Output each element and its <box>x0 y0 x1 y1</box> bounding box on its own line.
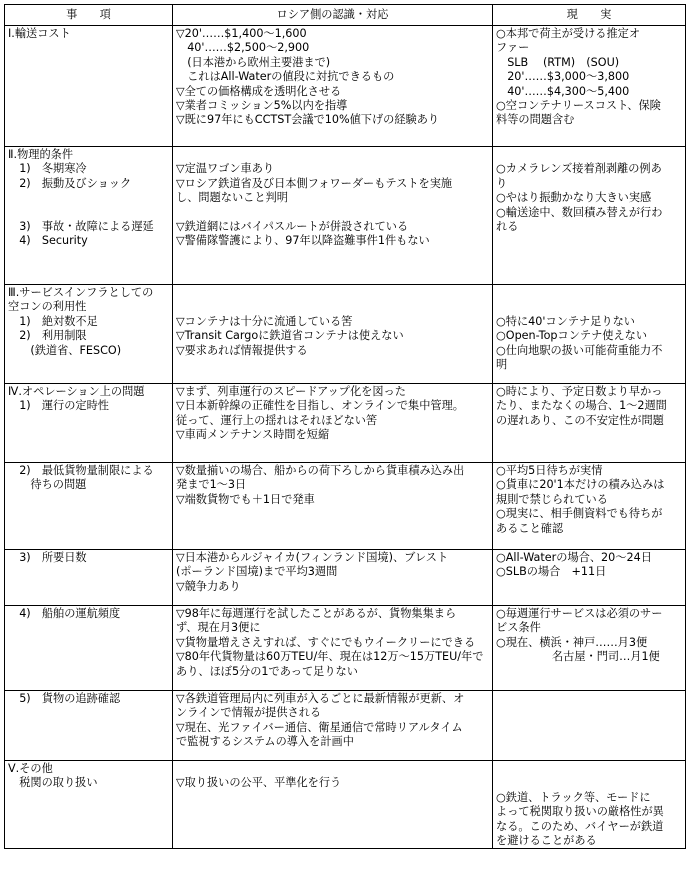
text-line: ▽取り扱いの公平、平準化を行う <box>176 776 342 790</box>
issue-cell <box>5 384 173 463</box>
text-line: ▽各鉄道管理局内に列車が入るごとに最新情報が更新、オ <box>176 692 465 705</box>
text-line: ▽コンテナは十分に流通している筈 <box>176 314 353 328</box>
russia-view-cell <box>173 550 493 606</box>
russia-view-cell <box>173 463 493 550</box>
text-line: の遅れあり、この不安定性が問題 <box>496 413 664 427</box>
text-line: で監視するシステムの導入を計画中 <box>176 735 354 749</box>
text-line: ○特に40'コンテナ足りない <box>496 314 635 328</box>
text-line: ○時により、予定日数より早かっ <box>496 385 663 398</box>
table-body <box>5 26 686 849</box>
russia-view-cell <box>173 691 493 761</box>
text-line: ▽警備隊警護により、97年以降盗難事件1件もない <box>176 234 430 248</box>
blank-line <box>176 286 489 300</box>
reality-cell <box>493 550 686 606</box>
text-line: ▽全ての価格構成を透明化させる <box>176 84 342 98</box>
issue-cell <box>5 463 173 550</box>
text-line: 2) 最低貨物量制限による <box>8 464 154 477</box>
text-line: ▽日本新幹線の正確性を目指し、オンラインで集中管理。 <box>176 399 464 413</box>
text-line: ○平均5日待ちが実情 <box>496 464 603 477</box>
text-line: ▽80年代貨物量は60万TEU/年、現在は12万～15万TEU/年で <box>176 650 484 664</box>
russia-view-cell <box>173 26 493 147</box>
russia-view-cell <box>173 606 493 691</box>
table-row <box>5 147 686 285</box>
russia-view-cell <box>173 761 493 849</box>
text-line: れる <box>496 220 519 234</box>
issue-cell <box>5 550 173 606</box>
text-line: ○鉄道、トラック等、モードに <box>496 790 651 804</box>
table-row <box>5 550 686 606</box>
text-line: 1) 運行の定時性 <box>8 399 109 413</box>
reality-cell <box>493 147 686 285</box>
text-line: ○本邦で荷主が受ける推定オ <box>496 27 641 40</box>
text-line: ▽ロシア鉄道省及び日本側フォワーダーもテストを実施 <box>176 176 453 190</box>
header-russia-view: ロシア側の認識・対応 <box>173 5 493 26</box>
issue-cell <box>5 147 173 285</box>
blank-line <box>176 300 489 314</box>
text-line: Ⅳ.オペレーション上の問題 <box>8 385 145 398</box>
text-line: ○All-Waterの場合、20～24日 <box>496 551 652 564</box>
comparison-table <box>4 4 686 849</box>
text-line: 40'……$2,500～2,900 <box>176 41 310 55</box>
text-line: 規則で禁じられている <box>496 492 608 506</box>
text-line: 明 <box>496 358 508 371</box>
table-row <box>5 384 686 463</box>
text-line: ○Open-Topコンテナ使えない <box>496 329 648 343</box>
text-line: よって税関取り扱いの厳格性が異 <box>496 805 664 819</box>
text-line: Ⅰ.輸送コスト <box>8 27 71 40</box>
text-line: 3) 所要日数 <box>8 551 87 564</box>
header-reality: 現 実 <box>493 5 686 26</box>
text-line: 名古屋・門司…月1便 <box>496 650 660 664</box>
reality-cell <box>493 26 686 147</box>
text-line: Ⅲ.サービスインフラとしての <box>8 286 154 299</box>
text-line: ○輸送途中、数回積み替えが行わ <box>496 205 663 219</box>
reality-cell <box>493 761 686 849</box>
text-line: ビス条件 <box>496 621 541 635</box>
text-line: ▽既に97年にもCCTST会議で10%値下げの経験あり <box>176 113 440 127</box>
text-line: り <box>496 176 508 190</box>
text-line: ▽定温ワゴン車あり <box>176 162 275 176</box>
reality-cell <box>493 285 686 384</box>
russia-view-cell <box>173 285 493 384</box>
russia-view-cell <box>173 147 493 285</box>
text-line: 待ちの問題 <box>8 478 87 492</box>
blank-line <box>8 206 169 220</box>
text-line: (鉄道省、FESCO) <box>8 343 122 357</box>
text-line: ▽数量揃いの場合、船からの荷下ろしから貨車積み込み出 <box>176 464 465 477</box>
text-line: Ⅴ.その他 <box>8 762 53 775</box>
text-line: Ⅱ.物理的条件 <box>8 148 74 161</box>
issue-cell <box>5 691 173 761</box>
header-issue: 事 項 <box>5 5 173 26</box>
text-line: し、問題ないこと判明 <box>176 191 288 205</box>
text-line: なる。このため、バイヤーが鉄道 <box>496 819 664 833</box>
text-line: ▽Transit Cargoに鉄道省コンテナは使えない <box>176 329 404 343</box>
issue-cell <box>5 26 173 147</box>
text-line: ず、現在月3便に <box>176 621 261 635</box>
header-row <box>5 5 686 26</box>
blank-line <box>8 191 169 205</box>
text-line: 4) Security <box>8 234 88 248</box>
text-line: ○仕向地駅の扱い可能荷重能力不 <box>496 343 663 357</box>
text-line: 4) 船舶の運航頻度 <box>8 607 121 620</box>
russia-view-cell <box>173 384 493 463</box>
text-line: (日本港から欧州主要港まで) <box>176 55 331 69</box>
issue-cell <box>5 285 173 384</box>
text-line: を避けることがある <box>496 834 597 847</box>
text-line: 5) 貨物の追跡確認 <box>8 692 121 705</box>
text-line: 空コンの利用性 <box>8 300 87 314</box>
text-line: ▽車両メンテナンス時間を短縮 <box>176 428 330 442</box>
blank-line <box>176 762 489 776</box>
text-line: 1) 冬期寒冷 <box>8 162 87 176</box>
table-row <box>5 463 686 550</box>
text-line: ○やはり振動かなり大きい実感 <box>496 191 652 205</box>
text-line: ○SLBの場合 +11日 <box>496 565 607 579</box>
text-line: ▽鉄道網にはバイパスルートが併設されている <box>176 220 409 233</box>
blank-line <box>496 776 682 790</box>
text-line: ▽20'……$1,400～1,600 <box>176 27 307 40</box>
text-line: 20'……$3,000～3,800 <box>496 70 630 84</box>
text-line: あること確認 <box>496 521 564 535</box>
text-line: あり、ほぼ5分の1であって足りない <box>176 664 358 678</box>
text-line: 3) 事故・故障による遅延 <box>8 220 154 233</box>
text-line: ○現在、横浜・神戸……月3便 <box>496 635 648 649</box>
table-row <box>5 761 686 849</box>
table-row <box>5 606 686 691</box>
issue-cell <box>5 761 173 849</box>
text-line: ▽貨物量増えさえすれば、すぐにでもウイークリーにできる <box>176 635 476 649</box>
text-line: たり、またなくの場合、1～2週間 <box>496 399 667 413</box>
blank-line <box>496 300 682 314</box>
text-line: ▽98年に毎週運行を試したことがあるが、貨物集集まら <box>176 607 457 620</box>
text-line: 2) 利用制限 <box>8 329 87 343</box>
text-line: ○現実に、相手側資料でも待ちが <box>496 507 663 521</box>
text-line: ファー <box>496 41 530 55</box>
text-line: ▽業者コミッション5%以内を指導 <box>176 99 348 113</box>
text-line: ○空コンテナリースコスト、保険 <box>496 99 661 113</box>
text-line: 発まで1～3日 <box>176 478 247 492</box>
reality-cell <box>493 384 686 463</box>
text-line: 料等の問題含む <box>496 113 575 127</box>
text-line: 従って、運行上の揺れはそれほどない筈 <box>176 413 378 427</box>
text-line: ▽端数貨物でも＋1日で発車 <box>176 492 315 506</box>
text-line: ンラインで情報が提供される <box>176 706 322 720</box>
text-line: ○カメラレンズ接着剤剥離の例あ <box>496 162 662 176</box>
text-line: SLB (RTM) (SOU) <box>496 55 620 69</box>
text-line: 2) 振動及びショック <box>8 176 132 190</box>
reality-cell <box>493 463 686 550</box>
text-line: ▽日本港からルジャイカ(フィンランド国境)、ブレスト <box>176 551 449 564</box>
blank-line <box>496 148 682 162</box>
text-line: ▽まず、列車運行のスピードアップ化を図った <box>176 385 406 398</box>
text-line: ▽要求あれば情報提供する <box>176 343 308 357</box>
text-line: ▽競争力あり <box>176 579 241 593</box>
reality-cell <box>493 606 686 691</box>
table-row <box>5 26 686 147</box>
table-row <box>5 691 686 761</box>
text-line: 1) 絶対数不足 <box>8 314 98 328</box>
document-sheet <box>4 4 685 849</box>
text-line: これはAll-Waterの値段に対抗できるもの <box>176 70 395 84</box>
blank-line <box>176 148 489 162</box>
text-line: ▽現在、光ファイバー通信、衛星通信で常時リアルタイム <box>176 720 463 734</box>
text-line: ○貨車に20'1本だけの積み込みは <box>496 478 665 492</box>
text-line: 40'……$4,300～5,400 <box>496 84 630 98</box>
text-line: (ポーランド国境)まで平均3週間 <box>176 565 338 579</box>
text-line: ○毎週運行サービスは必須のサー <box>496 607 663 620</box>
blank-line <box>496 762 682 776</box>
issue-cell <box>5 606 173 691</box>
reality-cell <box>493 691 686 761</box>
table-row <box>5 285 686 384</box>
blank-line <box>496 286 682 300</box>
blank-line <box>176 206 489 220</box>
text-line: 税関の取り扱い <box>8 776 98 790</box>
